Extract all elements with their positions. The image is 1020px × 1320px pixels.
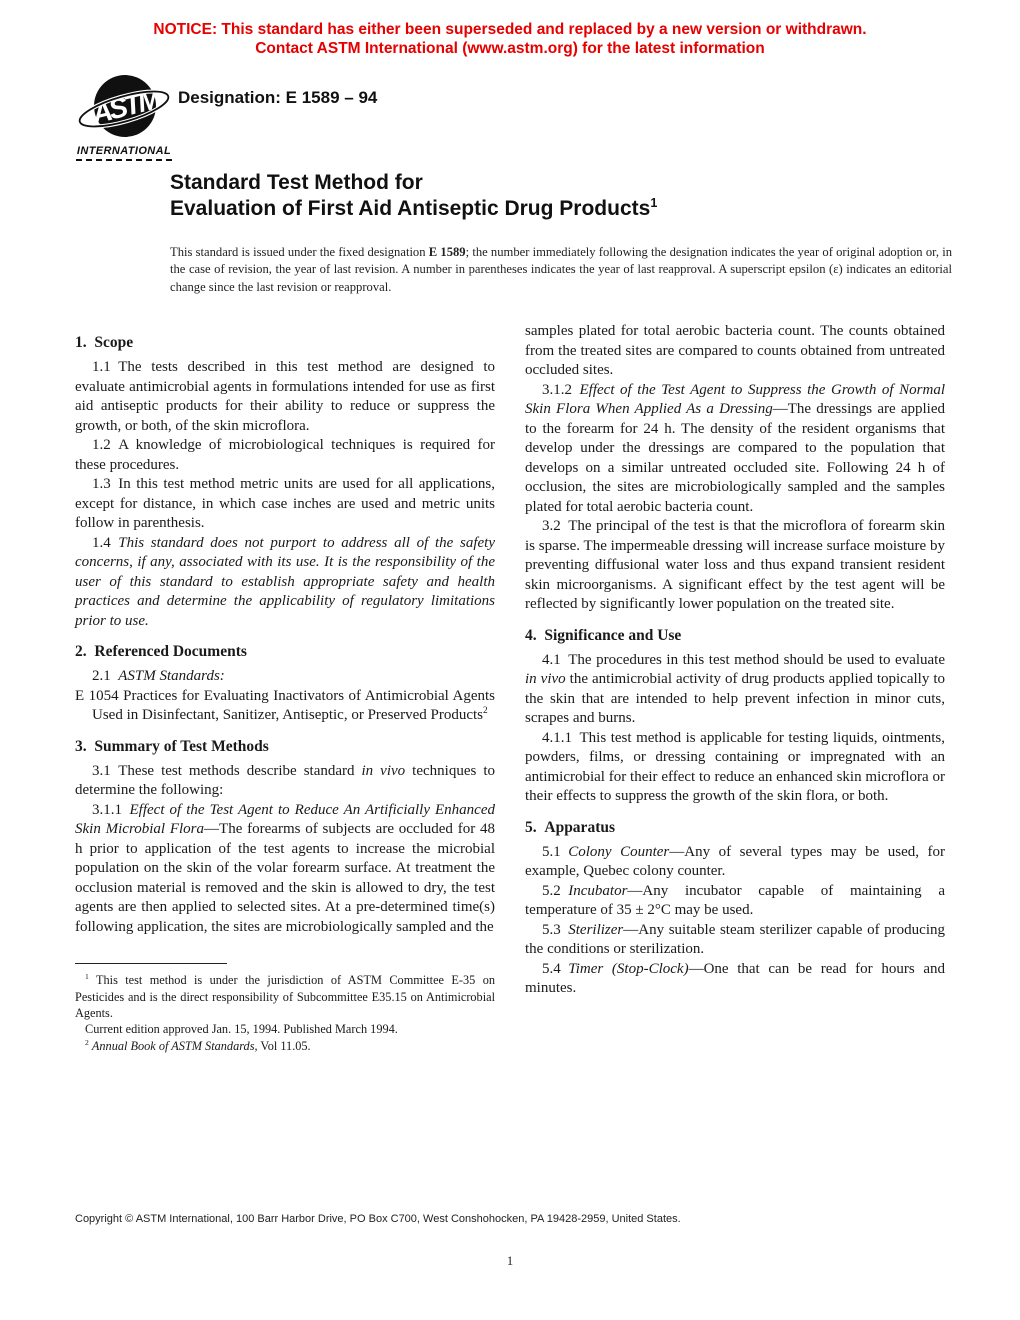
- paragraph: 5.4 Timer (Stop-Clock)—One that can be read for hours and minutes.: [525, 960, 946, 997]
- paragraph: $^1$ This test method is under the jurisdiction of ASTM Committee E-35 on Pesticides and is the direct responsibility of Subcommittee E35.15 on Antimicrobial Agents.: [75, 972, 495, 1021]
- right-column: [525, 322, 945, 1054]
- section-heading: 1. Scope: [75, 334, 134, 351]
- section-heading: 4. Significance and Use: [525, 626, 682, 644]
- astm-logo: [76, 70, 172, 161]
- paragraph: 3.1 These test methods describe standard in vivo techniques to determine the following:: [75, 762, 495, 799]
- paragraph: 3.1.1 Effect of the Test Agent to Reduce An Artificially Enhanced Skin Microbial Flora—The forearms of subjects are occluded for 48 h prior to application of the test agents to increase the microbial population on the skin of the volar forearm surface. At treatment the occlusion material is removed and the skin is allowed to dry, the test agents are then applied to selected sites. At a pre-determined time(s) following application, the sites are microbiologically sampled and the: [75, 801, 495, 935]
- astm-logo-subtitle: INTERNATIONAL: [76, 145, 172, 161]
- footnote-ref: 2: [85, 1037, 89, 1047]
- section-heading: 2. Referenced Documents: [75, 643, 247, 661]
- notice-line-2: Contact ASTM International (www.astm.org) for the latest information: [255, 40, 765, 58]
- superseded-notice: [0, 20, 1020, 59]
- paragraph: 5.1 Colony Counter—Any of several types may be used, for example, Quebec colony counter.: [525, 843, 946, 880]
- body-columns: [75, 322, 945, 1054]
- footer-copyright: Copyright © ASTM International, 100 Barr Harbor Drive, PO Box C700, West Conshohocken, PA 19428-2959, United States.: [75, 1213, 681, 1225]
- footnote-separator: [75, 963, 227, 964]
- document-title: [170, 170, 950, 222]
- issued-note: [170, 244, 952, 296]
- paragraph: 1.1 The tests described in this test method are designed to evaluate antimicrobial agents in formulations intended for use as first aid antiseptic products for their ability to reduce or suppress the growth, or both, of the skin microflora.: [75, 359, 495, 434]
- paragraph: 2.1 ASTM Standards:: [92, 668, 225, 685]
- page-number: 1: [506, 1254, 514, 1268]
- notice-line-1: NOTICE: This standard has either been superseded and replaced by a new version or withdrawn.: [153, 21, 867, 38]
- astm-logo-acronym: ASTM: [88, 83, 162, 130]
- footnotes: [75, 963, 495, 1054]
- left-column-blocks: [75, 333, 495, 937]
- paragraph: 1.4 This standard does not purport to address all of the safety concerns, if any, associated with its use. It is the responsibility of the user of this standard to establish appropriate safety and health practices and determine the applicability of regulatory limitations prior to use.: [75, 534, 495, 629]
- paragraph: 5.2 Incubator—Any incubator capable of maintaining a temperature of 35 ± 2°C may be used.: [525, 882, 945, 919]
- paragraph: 4.1.1 This test method is applicable for testing liquids, ointments, powders, films, or dressing containing or impregnated with an antimicrobial for their effect to reduce an enhanced skin microflora or their effects to suppress the growth of the skin flora, or both.: [525, 729, 945, 805]
- designation: Designation: E 1589 – 94: [178, 88, 378, 107]
- paragraph: 5.3 Sterilizer—Any suitable steam sterilizer capable of producing the conditions or sterilization.: [525, 921, 945, 958]
- paragraph: Current edition approved Jan. 15, 1994. Published March 1994.: [85, 1022, 398, 1037]
- footnote-ref: 1: [85, 972, 89, 982]
- title-line-2: [170, 196, 950, 222]
- astm-logo-mark: [76, 70, 172, 144]
- title-text: Evaluation of First Aid Antiseptic Drug Products: [170, 196, 651, 220]
- left-column: [75, 322, 495, 1054]
- paragraph: 4.1 The procedures in this test method should be used to evaluate in vivo the antimicrobial activity of drug products applied topically to the skin that are intended to help prevent infection in minor cuts, scrapes and burns.: [525, 651, 945, 727]
- section-heading: 5. Apparatus: [525, 818, 616, 836]
- footnote-blocks: [75, 972, 495, 1054]
- footnote-ref: 2: [482, 706, 488, 717]
- paragraph: 3.1.2 Effect of the Test Agent to Suppress the Growth of Normal Skin Flora When Applied As a Dressing—The dressings are applied to the forearm for 24 h. The density of the resident organisms that develop under the dressings are compared to the population that develops on a similar untreated occluded site. Following 24 h of occlusion, the sites are microbiologically sampled and the samples plated for total aerobic bacteria count.: [525, 381, 945, 515]
- paragraph: E 1054 Practices for Evaluating Inactivators of Antimicrobial Agents Used in Disinfectant, Sanitizer, Antiseptic, or Preserved Products$^2$: [75, 687, 495, 724]
- paragraph: 1.2 A knowledge of microbiological techniques is required for these procedures.: [75, 437, 495, 473]
- paragraph: This standard is issued under the fixed designation E 1589; the number immediately following the designation indicates the year of original adoption or, in the case of revision, the year of last revision. A number in parentheses indicates the year of last reapproval. A superscript epsilon (ε) indicates an editorial change since the last revision or reapproval.: [170, 245, 952, 294]
- paragraph: 1.3 In this test method metric units are used for all applications, except for distance, in which case inches are used and metric units follow in parenthesis.: [75, 476, 495, 532]
- paragraph: samples plated for total aerobic bacteria count. The counts obtained from the treated sites are compared to counts obtained from untreated occluded sites.: [525, 323, 945, 378]
- paragraph: $^2$ Annual Book of ASTM Standards, Vol 11.05.: [85, 1037, 311, 1053]
- paragraph: 3.2 The principal of the test is that the microflora of forearm skin is sparse. The impermeable dressing will increase surface moisture by preventing diffusional water loss and thus expand transient resident skin microorganisms. A significant effect by the test agent will be reflected by significantly lower population on the treated site.: [525, 518, 945, 612]
- title-footnote-ref: 1: [650, 195, 658, 210]
- title-line-1: Standard Test Method for: [170, 171, 423, 194]
- section-heading: 3. Summary of Test Methods: [75, 737, 269, 755]
